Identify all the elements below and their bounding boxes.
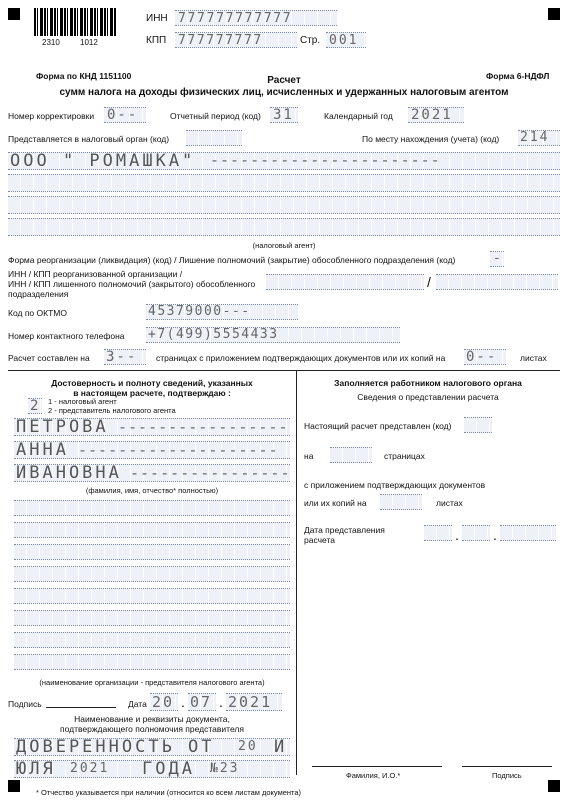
- page-label: Стр.: [300, 35, 321, 46]
- agent-name-row-4[interactable]: [8, 218, 560, 236]
- agent-name-row-3[interactable]: [8, 196, 560, 214]
- page-title: Расчет: [267, 75, 301, 86]
- corner-marker-bottom-left: [8, 780, 20, 792]
- year-value: 2021: [411, 107, 453, 123]
- pages-suffix: страницах с приложением подтверждающих документов или их копий на: [156, 353, 446, 363]
- agent-name-row-2[interactable]: [8, 174, 560, 192]
- year-label: Календарный год: [324, 111, 393, 121]
- pages-value: 3--: [106, 349, 138, 365]
- inn-label: ИНН: [146, 13, 168, 24]
- barcode: [34, 8, 116, 36]
- copies-label: или их копий на: [304, 498, 367, 508]
- location-value: 214: [520, 130, 550, 145]
- org-row-5[interactable]: [14, 588, 290, 604]
- signer-option-2: 2 - представитель налогового агента: [48, 406, 176, 415]
- correction-label: Номер корректировки: [8, 111, 95, 121]
- page-subtitle: сумм налога на доходы физических лиц, исчисленных и удержанных налоговым агентом: [59, 87, 509, 98]
- phone-value: +7(499)5554433: [148, 327, 279, 342]
- column-divider: [296, 370, 297, 775]
- page-value: 001: [329, 33, 359, 48]
- section-divider: [8, 370, 560, 371]
- right-pages-label: страницах: [384, 451, 425, 461]
- agent-name-value: ООО " РОМАШКА": [10, 151, 196, 171]
- doc-caption-2: подтверждающего полномочия представителя: [60, 724, 244, 734]
- with-docs-label: с приложением подтверждающих документов: [304, 480, 486, 490]
- right-date-day-field[interactable]: [424, 525, 452, 541]
- kpp-value: 777777777: [178, 33, 263, 48]
- doc-line-2-b: 2021: [70, 761, 110, 776]
- location-label: По месту нахождения (учета) (код): [362, 134, 500, 144]
- date-dot-1: .: [181, 694, 185, 710]
- reorg-label: Форма реорганизации (ликвидация) (код) / Лишение полномочий (закрытие) обособленного подразделения (код): [8, 255, 456, 265]
- org-row-2[interactable]: [14, 522, 290, 538]
- left-heading-2: в настоящем расчете, подтверждаю :: [73, 388, 231, 398]
- right-date-dot-2: .: [493, 527, 497, 543]
- form-knd-label: Форма по КНД 1151100: [36, 71, 132, 81]
- date-day-value: 20: [152, 693, 175, 711]
- attach-suffix: листах: [520, 353, 547, 363]
- on-label: на: [304, 451, 314, 461]
- corner-marker-top-right: [548, 8, 560, 20]
- tax-authority-field[interactable]: [186, 130, 242, 146]
- fio-label: Фамилия, И.О.*: [346, 771, 401, 780]
- attach-value: 0--: [466, 349, 498, 365]
- reorg-kpp-field[interactable]: [436, 274, 558, 290]
- reorg-separator: /: [427, 274, 431, 290]
- patronymic-dashes: ----------------: [130, 464, 291, 482]
- reorg-inn-label-2: ИНН / КПП лишенного полномочий (закрытого) обособленного: [8, 279, 256, 289]
- right-date-label-1: Дата представления: [304, 525, 385, 535]
- doc-caption-1: Наименование и реквизиты документа,: [74, 714, 230, 724]
- doc-line-1-a: ДОВЕРЕННОСТЬ ОТ: [16, 737, 215, 757]
- date-month-value: 07: [190, 693, 213, 711]
- oktmo-label: Код по ОКТМО: [8, 308, 67, 318]
- surname-dashes: -----------------: [118, 418, 289, 436]
- signer-option-1: 1 - налоговый агент: [48, 397, 117, 406]
- right-date-dot-1: .: [455, 527, 459, 543]
- form-name-label: Форма 6-НДФЛ: [486, 71, 550, 81]
- right-date-month-field[interactable]: [462, 525, 490, 541]
- agent-name-dashes-1: -----------------------: [210, 151, 441, 169]
- copies-field[interactable]: [380, 494, 422, 510]
- left-heading-1: Достоверность и полноту сведений, указанных: [51, 378, 253, 388]
- phone-label: Номер контактного телефона: [8, 331, 125, 341]
- footnote: * Отчество указывается при наличии (относится ко всем листам документа): [36, 788, 302, 797]
- reorg-value: -: [493, 251, 503, 266]
- doc-line-1-b: 20: [238, 739, 258, 754]
- sign-label: Подпись: [8, 699, 42, 709]
- signature-label: Подпись: [492, 771, 522, 780]
- barcode-number-right: 1012: [80, 38, 98, 47]
- corner-marker-top-left: [8, 8, 20, 20]
- reorg-inn-label-1: ИНН / КПП реорганизованной организации /: [8, 269, 183, 279]
- doc-line-2-c: ГОДА: [142, 759, 195, 779]
- presented-label: Настоящий расчет представлен (код): [304, 421, 452, 431]
- oktmo-value: 45379000---: [148, 304, 251, 319]
- fio-caption: (фамилия, имя, отчество* полностью): [85, 486, 219, 495]
- surname-value: ПЕТРОВА: [16, 417, 109, 437]
- inn-value: 777777777777: [178, 11, 293, 26]
- right-subheading: Сведения о представлении расчета: [357, 392, 499, 402]
- org-row-1[interactable]: [14, 500, 290, 516]
- pages-label: Расчет составлен на: [8, 353, 90, 363]
- name-value: АННА: [16, 440, 69, 460]
- presented-field[interactable]: [464, 417, 492, 433]
- patronymic-value: ИВАНОВНА: [16, 463, 122, 483]
- right-heading: Заполняется работником налогового органа: [334, 378, 522, 388]
- signer-code-value: 2: [30, 398, 41, 414]
- right-date-year-field[interactable]: [500, 525, 556, 541]
- signature-line[interactable]: [462, 766, 552, 767]
- org-row-6[interactable]: [14, 610, 290, 626]
- doc-line-2-d: №23: [210, 761, 240, 776]
- correction-value: 0--: [107, 107, 139, 123]
- barcode-number-left: 2310: [42, 38, 60, 47]
- name-dashes: --------------------: [78, 441, 279, 459]
- org-row-4[interactable]: [14, 566, 290, 582]
- tax-authority-label: Представляется в налоговый орган (код): [8, 134, 170, 144]
- period-label: Отчетный период (код): [170, 111, 261, 121]
- reorg-inn-label-3: подразделения: [8, 289, 69, 299]
- org-row-7[interactable]: [14, 632, 290, 648]
- date-year-value: 2021: [228, 693, 273, 711]
- corner-marker-bottom-right: [548, 780, 560, 792]
- doc-line-1-c: И: [274, 737, 288, 757]
- sheets-label: листах: [436, 498, 463, 508]
- fio-signature-line[interactable]: [312, 766, 442, 767]
- agent-caption: (налоговый агент): [252, 241, 316, 250]
- date-label: Дата: [128, 699, 147, 709]
- org-row-8[interactable]: [14, 654, 290, 670]
- kpp-label: КПП: [146, 35, 167, 46]
- right-date-label-2: расчета: [304, 535, 336, 545]
- right-pages-field[interactable]: [330, 447, 372, 463]
- date-dot-2: .: [219, 694, 223, 710]
- reorg-inn-field[interactable]: [266, 274, 424, 290]
- org-row-3[interactable]: [14, 544, 290, 560]
- sign-line[interactable]: [46, 707, 116, 708]
- org-caption: (наименование организации - представителя налогового агента): [39, 678, 265, 687]
- doc-line-2-a: ЮЛЯ: [16, 759, 56, 779]
- period-value: 31: [273, 107, 294, 123]
